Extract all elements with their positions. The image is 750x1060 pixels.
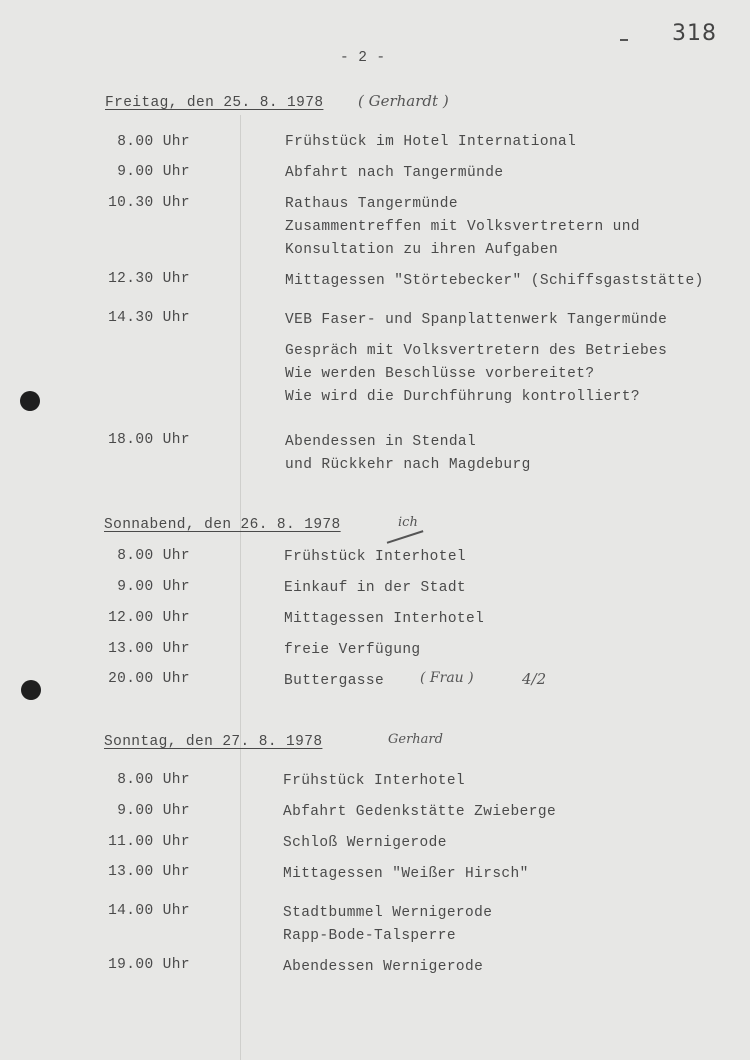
activity-line: Rapp-Bode-Talsperre: [283, 928, 456, 944]
activity-line: und Rückkehr nach Magdeburg: [285, 457, 531, 473]
activity-line: Abendessen in Stendal: [285, 434, 477, 450]
handwritten-note-saturday: ich: [398, 515, 418, 530]
time-cell: 9.00 Uhr: [117, 579, 190, 595]
handwritten-note-sunday: Gerhard: [388, 732, 443, 747]
time-cell: 8.00 Uhr: [117, 772, 190, 788]
time-cell: 10.30 Uhr: [108, 195, 190, 211]
activity-line: VEB Faser- und Spanplattenwerk Tangermünde: [285, 312, 668, 328]
time-cell: 9.00 Uhr: [117, 164, 190, 180]
time-cell: 18.00 Uhr: [108, 432, 190, 448]
time-cell: 14.00 Uhr: [108, 903, 190, 919]
pen-mark: [620, 39, 628, 41]
activity-line: Mittagessen Interhotel: [284, 611, 485, 627]
time-cell: 19.00 Uhr: [108, 957, 190, 973]
activity-line: Zusammentreffen mit Volksvertretern und: [285, 219, 640, 235]
time-cell: 8.00 Uhr: [117, 548, 190, 564]
activity-line: Wie werden Beschlüsse vorbereitet?: [285, 366, 595, 382]
activity-line: Wie wird die Durchführung kontrolliert?: [285, 389, 640, 405]
handwritten-note-buttergasse: ( Frau ): [420, 670, 474, 686]
pen-stroke: [387, 530, 424, 543]
activity-line: Rathaus Tangermünde: [285, 196, 458, 212]
left-margin-rule: [240, 115, 241, 1060]
activity-line: Stadtbummel Wernigerode: [283, 905, 493, 921]
punch-hole-lower: [21, 680, 41, 700]
time-cell: 14.30 Uhr: [108, 310, 190, 326]
handwritten-note-friday: ( Gerhardt ): [358, 92, 449, 110]
activity-line: Mittagessen "Störtebecker" (Schiffsgaststätte): [285, 273, 704, 289]
folio-number: 318: [672, 21, 717, 46]
activity-line: Mittagessen "Weißer Hirsch": [283, 866, 529, 882]
activity-line: Abendessen Wernigerode: [283, 959, 484, 975]
day-heading-saturday: Sonnabend, den 26. 8. 1978: [104, 517, 341, 533]
activity-line: Buttergasse: [284, 673, 385, 689]
day-heading-friday: Freitag, den 25. 8. 1978: [105, 95, 324, 111]
activity-line: freie Verfügung: [284, 642, 421, 658]
activity-line: Schloß Wernigerode: [283, 835, 447, 851]
time-cell: 11.00 Uhr: [108, 834, 190, 850]
punch-hole-upper: [20, 391, 40, 411]
time-cell: 12.00 Uhr: [108, 610, 190, 626]
activity-line: Frühstück im Hotel International: [285, 134, 577, 150]
activity-line: Frühstück Interhotel: [283, 773, 466, 789]
activity-line: Gespräch mit Volksvertretern des Betriebes: [285, 343, 668, 359]
activity-line: Abfahrt Gedenkstätte Zwieberge: [283, 804, 557, 820]
time-cell: 13.00 Uhr: [108, 641, 190, 657]
page-number: - 2 -: [340, 50, 386, 66]
time-cell: 9.00 Uhr: [117, 803, 190, 819]
activity-line: Frühstück Interhotel: [284, 549, 467, 565]
time-cell: 8.00 Uhr: [117, 134, 190, 150]
activity-line: Konsultation zu ihren Aufgaben: [285, 242, 559, 258]
day-heading-sunday: Sonntag, den 27. 8. 1978: [104, 734, 323, 750]
time-cell: 20.00 Uhr: [108, 671, 190, 687]
activity-line: Abfahrt nach Tangermünde: [285, 165, 504, 181]
handwritten-room-number: 4/2: [522, 670, 547, 688]
activity-line: Einkauf in der Stadt: [284, 580, 467, 596]
time-cell: 12.30 Uhr: [108, 271, 190, 287]
time-cell: 13.00 Uhr: [108, 864, 190, 880]
